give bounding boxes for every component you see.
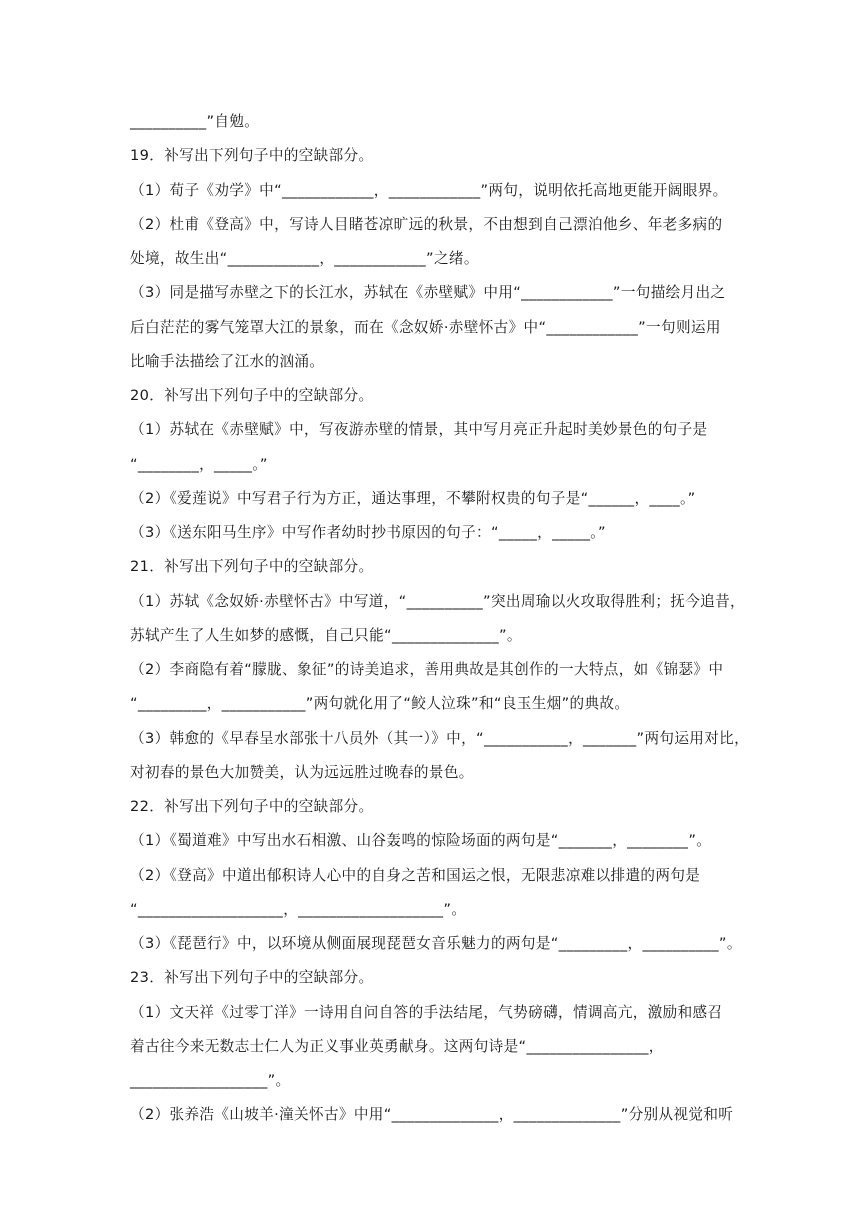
- text-line: （2）张养浩《山坡羊·潼关怀古》中用“______________，______________”分别从视觉和听: [130, 1106, 734, 1123]
- text-line: 对初春的景色大加赞美，认为远远胜过晚春的景色。: [130, 764, 474, 781]
- question-22-heading: 22．补写出下列句子中的空缺部分。: [130, 798, 374, 815]
- text-line: 后白茫茫的雾气笼罩大江的景象，而在《念奴娇·赤壁怀古》中“____________”一句则运用: [130, 319, 721, 336]
- text-line: （2）杜甫《登高》中，写诗人目睹苍凉旷远的秋景，不由想到自己漂泊他乡、年老多病的: [130, 216, 723, 233]
- text-line: （1）文天祥《过零丁洋》一诗用自问自答的手法结尾，气势磅礴，情调高亢，激励和感召: [130, 1004, 723, 1021]
- text-line: （3）同是描写赤壁之下的长江水，苏轼在《赤壁赋》中用“____________”一句描绘月出之: [130, 284, 726, 301]
- text-line: （2）《爱莲说》中写君子行为方正，通达事理，不攀附权贵的句子是“______，____。”: [130, 490, 696, 507]
- text-line: （1）苏轼在《赤壁赋》中，写夜游赤壁的情景，其中写月亮正升起时美妙景色的句子是: [130, 421, 708, 438]
- text-line: （3）《琵琶行》中，以环境从侧面展现琵琶女音乐魅力的两句是“_________，__________”。: [130, 935, 742, 952]
- text-line: （1）《蜀道难》中写出水石相激、山谷轰鸣的惊险场面的两句是“_______，________”。: [130, 832, 712, 849]
- text-line: __________”自勉。: [130, 113, 260, 130]
- question-20-heading: 20．补写出下列句子中的空缺部分。: [130, 387, 374, 404]
- text-line: 苏轼产生了人生如梦的感慨，自己只能“______________”。: [130, 627, 522, 644]
- text-line: 着古往今来无数志士仁人为正义事业英勇献身。这两句诗是“________________，: [130, 1038, 664, 1055]
- text-line: 处境，故生出“____________，____________”之绪。: [130, 250, 479, 267]
- question-19-heading: 19．补写出下列句子中的空缺部分。: [130, 147, 374, 164]
- text-line: （2）《登高》中道出郁积诗人心中的自身之苦和国运之恨，无限悲凉难以排遣的两句是: [130, 867, 701, 884]
- question-21-heading: 21．补写出下列句子中的空缺部分。: [130, 558, 374, 575]
- text-line: （1）苏轼《念奴娇·赤壁怀古》中写道，“__________”突出周瑜以火攻取得胜利；抚今追昔，: [130, 593, 746, 610]
- text-line: （2）李商隐有着“朦胧、象征”的诗美追求，善用典故是其创作的一大特点，如《锦瑟》中: [130, 661, 724, 678]
- text-line: （3）韩愈的《早春呈水部张十八员外（其一）》中，“___________，_______”两句运用对比，: [130, 730, 750, 747]
- text-line: “________，_____。”: [130, 456, 268, 473]
- text-line: （3）《送东阳马生序》中写作者幼时抄书原因的句子：“_____，_____。”: [130, 524, 606, 541]
- text-line: （1）荀子《劝学》中“____________，____________”两句，说明依托高地更能开阔眼界。: [130, 182, 728, 199]
- text-line: “___________________，___________________”。: [130, 901, 467, 918]
- text-line: __________________”。: [130, 1072, 291, 1089]
- text-line: 比喻手法描绘了江水的汹涌。: [130, 353, 325, 370]
- text-line: “_________，___________”两句就化用了“鲛人泣珠”和“良玉生烟”的典故。: [130, 695, 630, 712]
- question-23-heading: 23．补写出下列句子中的空缺部分。: [130, 969, 374, 986]
